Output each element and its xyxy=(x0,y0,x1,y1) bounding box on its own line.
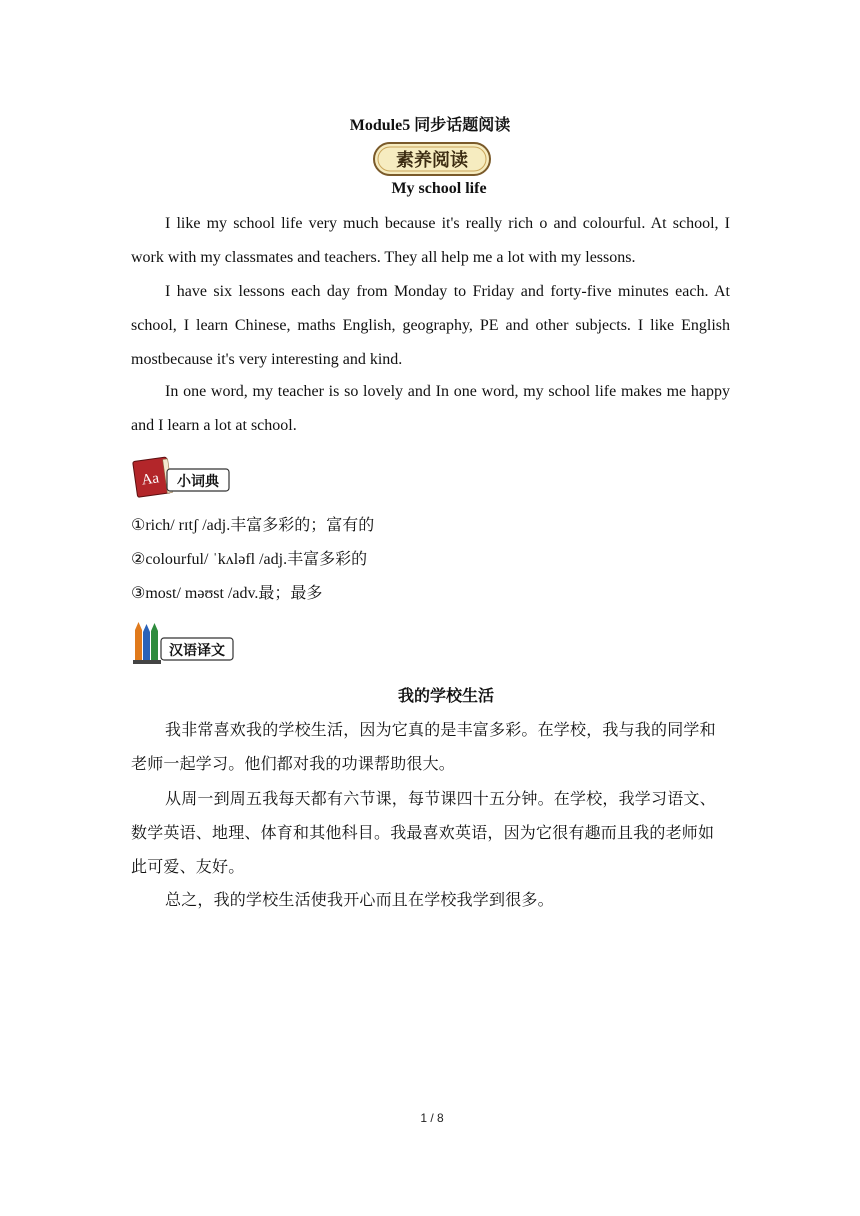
banner-label: 素养阅读 xyxy=(396,150,468,171)
translation-title: 我的学校生活 xyxy=(397,686,494,705)
reading-banner xyxy=(372,141,492,177)
reading-title: My school life xyxy=(391,180,487,197)
reading-paragraph-3: In one word, my teacher is so lovely and In one word, my school life makes me happy and I learn a lot at school. xyxy=(131,383,730,434)
translation-icon-label: 汉语译文 xyxy=(169,643,225,659)
reading-paragraph-1: I like my school life very much because it's really rich o and colourful. At school, I work with my classmates and teachers. They all help me a lot with my lessons. xyxy=(131,215,730,266)
dictionary-book-icon xyxy=(131,453,231,499)
translation-paragraph-1: 我非常喜欢我的学校生活，因为它真的是丰富多彩。在学校，我与我的同学和老师一起学习。他们都对我的功课帮助很大。 xyxy=(131,720,716,773)
vocab-entry-2: ②colourful/ ˈkʌləfl /adj.丰富多彩的 xyxy=(131,551,368,568)
vocab-entry-3: ③most/ məʊst /adv.最；最多 xyxy=(131,585,323,602)
vocab-entry-1: ①rich/ rɪtʃ /adj.丰富多彩的；富有的 xyxy=(131,517,375,534)
module-title: Module5 同步话题阅读 xyxy=(349,117,511,134)
dictionary-icon-label: 小词典 xyxy=(177,474,219,490)
translation-crayons-icon xyxy=(131,620,235,666)
translation-paragraph-2: 从周一到周五我每天都有六节课，每节课四十五分钟。在学校，我学习语文、数学英语、地理、体育和其他科目。我最喜欢英语，因为它很有趣而且我的老师如此可爱、友好。 xyxy=(131,789,716,876)
translation-paragraph-3: 总之，我的学校生活使我开心而且在学校我学到很多。 xyxy=(165,890,554,909)
page-number: 1 / 8 xyxy=(420,1111,444,1125)
dictionary-icon-letters: Aa xyxy=(140,470,161,489)
reading-paragraph-2: I have six lessons each day from Monday to Friday and forty-five minutes each. At school, I learn Chinese, maths English, geography, PE and other subjects. I like English mostbecause it's very interesting and kind. xyxy=(131,283,730,368)
